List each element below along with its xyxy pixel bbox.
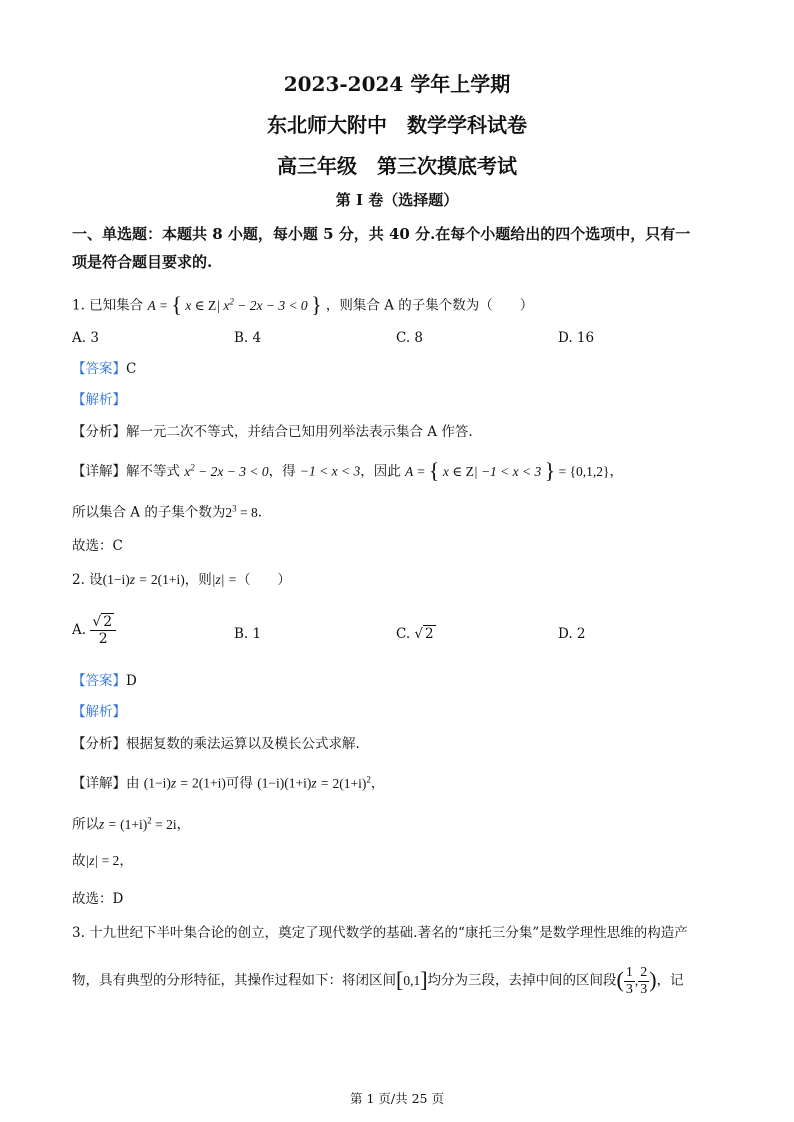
school-heading: 东北师大附中 数学学科试卷 (267, 113, 527, 137)
section-instructions (72, 220, 732, 276)
q2-option-a-fraction: $\frac{√ 2}{2}$ (90, 614, 116, 647)
q1-detail-line2: 所以集合 A 的子集个数为$2^3 = 8$. (72, 503, 263, 521)
q1-set-formula: A = { x ∈ Z| $x^2 - 2x - 3 < 0$ } (147, 291, 322, 317)
q1-option-b[interactable]: B. 4 (234, 330, 262, 346)
q2-fenxi: 【分析】根据复数的乘法运算以及模长公式求解. (72, 736, 360, 752)
q1-answer: 【答案】C (72, 361, 137, 377)
section-line-1: 一、单选题：本题共 8 小题，每小题 5 分，共 40 分.在每个小题给出的四个选项中，只有一 (72, 225, 691, 243)
q1-option-a[interactable]: A. 3 (72, 330, 99, 346)
q3-stem-line2: 物，具有典型的分形特征，其操作过程如下：将闭区间[0,1]均分为三段，去掉中间的区间段( $\frac{1}{3}$ , $\frac{2}{3}$ )，记 (72, 965, 684, 997)
q2-choose: 故选：D (72, 891, 124, 907)
q2-option-c[interactable]: C. √ 2 (396, 626, 434, 642)
year-heading: 2023-2024 学年上学期 (283, 72, 511, 96)
q1-stem: 1. 已知集合 A = { x ∈ Z| $x^2 - 2x - 3 < 0$ } ，则集合 A 的子集个数为（ ） (72, 291, 534, 317)
q2-stem: 2. 设(1−i)z = 2(1+i)，则|z| =（ ） (72, 572, 291, 588)
q3-stem-line1: 3. 十九世纪下半叶集合论的创立，奠定了现代数学的基础.著名的“康托三分集”是数学理性思维的构造产 (72, 925, 688, 941)
q1-choose: 故选：C (72, 538, 123, 554)
q2-detail-line2: 所以$z = (1+i)^2 = 2i$， (72, 815, 191, 833)
q1-option-c[interactable]: C. 8 (396, 330, 424, 346)
page-footer: 第 1 页/共 25 页 (350, 1091, 444, 1106)
q2-option-a[interactable]: A. $\frac{√ 2}{2}$ (72, 614, 116, 647)
q1-option-d[interactable]: D. 16 (558, 330, 595, 346)
section-line-2: 项是符合题目要求的. (72, 253, 213, 271)
q1-analysis-tag: 【解析】 (72, 392, 126, 408)
q2-option-d[interactable]: D. 2 (558, 626, 586, 642)
q2-detail: 【详解】由 (1−i)z = 2(1+i)可得 $(1-i)(1+i)z = 2(1+i)^2$， (72, 774, 385, 792)
q2-detail-line3: 故|z| = 2， (72, 853, 133, 869)
q1-detail: 【详解】解不等式 $x^2 - 2x - 3 < 0$，得 −1 < x < 3，因此 A = { x ∈ Z| −1 < x < 3 } = {0,1,2}， (72, 457, 624, 483)
exam-heading: 高三年级 第三次摸底考试 (277, 154, 517, 178)
volume-heading: 第 I 卷（选择题） (335, 191, 459, 209)
q2-option-b[interactable]: B. 1 (234, 626, 262, 642)
q2-analysis-tag: 【解析】 (72, 704, 126, 720)
q2-answer: 【答案】D (72, 673, 137, 689)
q1-fenxi: 【分析】解一元二次不等式，并结合已知用列举法表示集合 A 作答. (72, 424, 473, 440)
